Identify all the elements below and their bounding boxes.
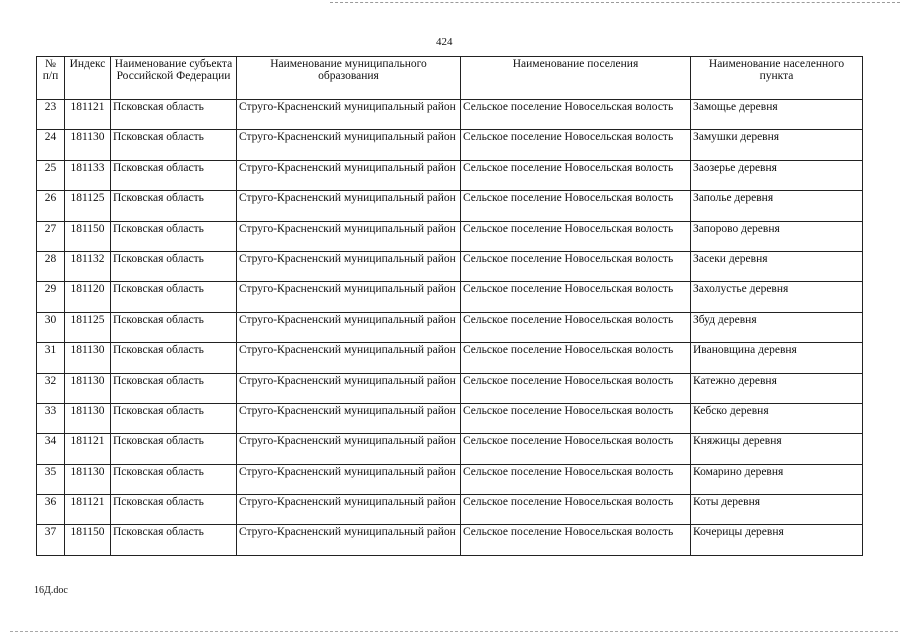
table-row bbox=[37, 100, 863, 130]
row-number: 24 bbox=[37, 130, 65, 160]
table-row bbox=[37, 464, 863, 494]
locality-name: Захолустье деревня bbox=[691, 282, 863, 312]
header-municipality: Наименование муниципального образования bbox=[237, 57, 461, 100]
settlement-name: Сельское поселение Новосельская волость bbox=[461, 464, 691, 494]
table-row bbox=[37, 495, 863, 525]
subject-name: Псковская область bbox=[111, 100, 237, 130]
locality-name: Комарино деревня bbox=[691, 464, 863, 494]
header-settlement: Наименование поселения bbox=[461, 57, 691, 100]
header-index: Индекс bbox=[65, 57, 111, 100]
settlements-table bbox=[36, 56, 863, 556]
municipality-name: Струго-Красненский муниципальный район bbox=[237, 373, 461, 403]
row-number: 35 bbox=[37, 464, 65, 494]
header-number: № п/п bbox=[37, 57, 65, 100]
subject-name: Псковская область bbox=[111, 525, 237, 555]
header-locality: Наименование населенного пункта bbox=[691, 57, 863, 100]
postal-index: 181121 bbox=[65, 100, 111, 130]
municipality-name: Струго-Красненский муниципальный район bbox=[237, 282, 461, 312]
municipality-name: Струго-Красненский муниципальный район bbox=[237, 100, 461, 130]
subject-name: Псковская область bbox=[111, 495, 237, 525]
table-row bbox=[37, 130, 863, 160]
row-number: 32 bbox=[37, 373, 65, 403]
postal-index: 181130 bbox=[65, 373, 111, 403]
table-row bbox=[37, 312, 863, 342]
subject-name: Псковская область bbox=[111, 403, 237, 433]
subject-name: Псковская область bbox=[111, 191, 237, 221]
postal-index: 181125 bbox=[65, 312, 111, 342]
municipality-name: Струго-Красненский муниципальный район bbox=[237, 525, 461, 555]
settlement-name: Сельское поселение Новосельская волость bbox=[461, 373, 691, 403]
row-number: 23 bbox=[37, 100, 65, 130]
locality-name: Збуд деревня bbox=[691, 312, 863, 342]
settlement-name: Сельское поселение Новосельская волость bbox=[461, 312, 691, 342]
row-number: 30 bbox=[37, 312, 65, 342]
row-number: 28 bbox=[37, 251, 65, 281]
subject-name: Псковская область bbox=[111, 282, 237, 312]
postal-index: 181121 bbox=[65, 434, 111, 464]
locality-name: Замушки деревня bbox=[691, 130, 863, 160]
table-row bbox=[37, 160, 863, 190]
row-number: 33 bbox=[37, 403, 65, 433]
scan-artifact-top bbox=[330, 2, 900, 3]
settlement-name: Сельское поселение Новосельская волость bbox=[461, 100, 691, 130]
settlement-name: Сельское поселение Новосельская волость bbox=[461, 251, 691, 281]
row-number: 25 bbox=[37, 160, 65, 190]
subject-name: Псковская область bbox=[111, 160, 237, 190]
municipality-name: Струго-Красненский муниципальный район bbox=[237, 464, 461, 494]
settlement-name: Сельское поселение Новосельская волость bbox=[461, 403, 691, 433]
table-row bbox=[37, 251, 863, 281]
postal-index: 181121 bbox=[65, 495, 111, 525]
settlement-name: Сельское поселение Новосельская волость bbox=[461, 282, 691, 312]
table-row bbox=[37, 373, 863, 403]
subject-name: Псковская область bbox=[111, 464, 237, 494]
municipality-name: Струго-Красненский муниципальный район bbox=[237, 191, 461, 221]
row-number: 34 bbox=[37, 434, 65, 464]
settlement-name: Сельское поселение Новосельская волость bbox=[461, 495, 691, 525]
municipality-name: Струго-Красненский муниципальный район bbox=[237, 343, 461, 373]
postal-index: 181132 bbox=[65, 251, 111, 281]
subject-name: Псковская область bbox=[111, 434, 237, 464]
row-number: 26 bbox=[37, 191, 65, 221]
table-row bbox=[37, 434, 863, 464]
locality-name: Коты деревня bbox=[691, 495, 863, 525]
locality-name: Засеки деревня bbox=[691, 251, 863, 281]
postal-index: 181150 bbox=[65, 221, 111, 251]
municipality-name: Струго-Красненский муниципальный район bbox=[237, 130, 461, 160]
subject-name: Псковская область bbox=[111, 312, 237, 342]
postal-index: 181130 bbox=[65, 403, 111, 433]
postal-index: 181120 bbox=[65, 282, 111, 312]
subject-name: Псковская область bbox=[111, 373, 237, 403]
municipality-name: Струго-Красненский муниципальный район bbox=[237, 403, 461, 433]
postal-index: 181125 bbox=[65, 191, 111, 221]
postal-index: 181130 bbox=[65, 464, 111, 494]
locality-name: Заполье деревня bbox=[691, 191, 863, 221]
row-number: 37 bbox=[37, 525, 65, 555]
table-row bbox=[37, 343, 863, 373]
row-number: 31 bbox=[37, 343, 65, 373]
municipality-name: Струго-Красненский муниципальный район bbox=[237, 221, 461, 251]
table-row bbox=[37, 525, 863, 555]
locality-name: Ивановщина деревня bbox=[691, 343, 863, 373]
row-number: 36 bbox=[37, 495, 65, 525]
table-row bbox=[37, 282, 863, 312]
subject-name: Псковская область bbox=[111, 343, 237, 373]
table-row bbox=[37, 403, 863, 433]
settlement-name: Сельское поселение Новосельская волость bbox=[461, 160, 691, 190]
settlement-name: Сельское поселение Новосельская волость bbox=[461, 525, 691, 555]
header-subject: Наименование субъекта Российской Федерации bbox=[111, 57, 237, 100]
settlement-name: Сельское поселение Новосельская волость bbox=[461, 221, 691, 251]
postal-index: 181150 bbox=[65, 525, 111, 555]
locality-name: Кочерицы деревня bbox=[691, 525, 863, 555]
postal-index: 181130 bbox=[65, 130, 111, 160]
table-row bbox=[37, 191, 863, 221]
locality-name: Кебско деревня bbox=[691, 403, 863, 433]
settlement-name: Сельское поселение Новосельская волость bbox=[461, 191, 691, 221]
row-number: 27 bbox=[37, 221, 65, 251]
row-number: 29 bbox=[37, 282, 65, 312]
settlement-name: Сельское поселение Новосельская волость bbox=[461, 130, 691, 160]
locality-name: Заозерье деревня bbox=[691, 160, 863, 190]
table-header-row bbox=[37, 57, 863, 100]
scan-artifact-bottom bbox=[10, 631, 898, 632]
subject-name: Псковская область bbox=[111, 251, 237, 281]
municipality-name: Струго-Красненский муниципальный район bbox=[237, 434, 461, 464]
subject-name: Псковская область bbox=[111, 130, 237, 160]
municipality-name: Струго-Красненский муниципальный район bbox=[237, 160, 461, 190]
locality-name: Запорово деревня bbox=[691, 221, 863, 251]
municipality-name: Струго-Красненский муниципальный район bbox=[237, 251, 461, 281]
subject-name: Псковская область bbox=[111, 221, 237, 251]
municipality-name: Струго-Красненский муниципальный район bbox=[237, 495, 461, 525]
postal-index: 181133 bbox=[65, 160, 111, 190]
locality-name: Княжицы деревня bbox=[691, 434, 863, 464]
page-number: 424 bbox=[436, 36, 453, 48]
table-body bbox=[37, 100, 863, 556]
settlement-name: Сельское поселение Новосельская волость bbox=[461, 434, 691, 464]
municipality-name: Струго-Красненский муниципальный район bbox=[237, 312, 461, 342]
footer-filename: 16Д.doc bbox=[34, 585, 68, 596]
locality-name: Замощье деревня bbox=[691, 100, 863, 130]
settlement-name: Сельское поселение Новосельская волость bbox=[461, 343, 691, 373]
locality-name: Катежно деревня bbox=[691, 373, 863, 403]
table-row bbox=[37, 221, 863, 251]
postal-index: 181130 bbox=[65, 343, 111, 373]
